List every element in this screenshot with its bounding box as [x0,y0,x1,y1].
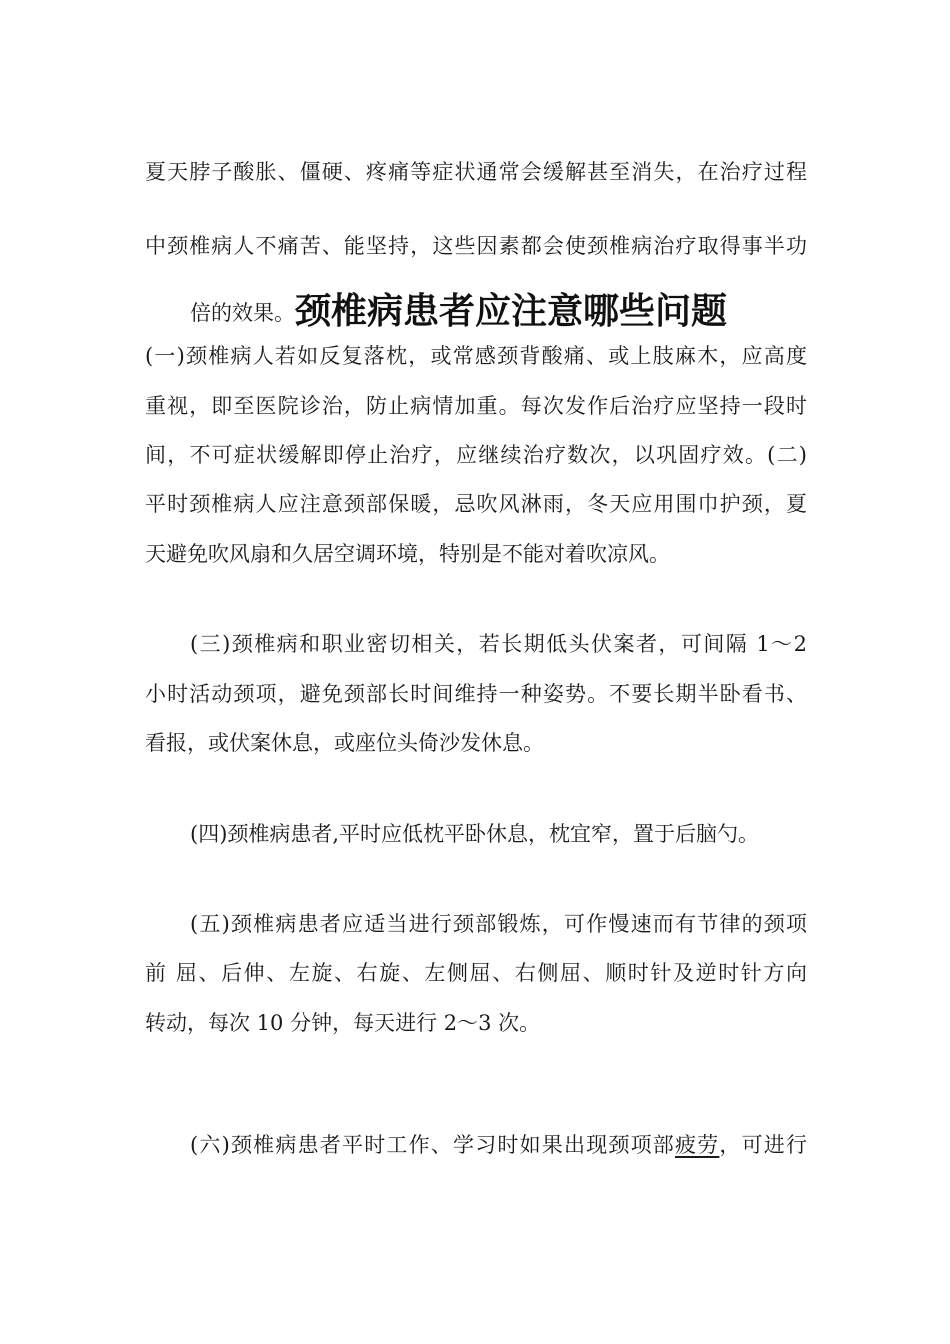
p3-line-2: 小时活动颈项，避免颈部长时间维持一种姿势。不要长期半卧看书、 [145,682,807,706]
intro-line-3-text: 倍的效果。 [190,301,295,325]
p4-line-1: (四)颈椎病患者,平时应低枕平卧休息，枕宜窄，置于后脑勺。 [190,822,760,846]
intro-line-3 [190,292,807,333]
p1-line-5: 天避免吹风扇和久居空调环境，特别是不能对着吹凉风。 [145,542,670,566]
p6-line-1 [190,1130,807,1160]
p6-underlined-term: 疲劳 [675,1133,720,1157]
p3-line-1: (三)颈椎病和职业密切相关，若长期低头伏案者，可间隔 1～2 [190,632,807,656]
p6-text-before: (六)颈椎病患者平时工作、学习时如果出现颈项部 [190,1133,675,1157]
p1-line-1: (一)颈椎病人若如反复落枕，或常感颈背酸痛、或上肢麻木，应高度 [145,344,807,368]
p3-line-3: 看报，或伏案休息，或座位头倚沙发休息。 [145,731,544,755]
p1-line-2: 重视，即至医院诊治，防止病情加重。每次发作后治疗应坚持一段时 [145,394,807,418]
p6-text-after: ，可进行 [719,1133,808,1157]
p5-line-2: 前 屈、后伸、左旋、右旋、左侧屈、右侧屈、顺时针及逆时针方向 [145,961,807,985]
p5-line-1: (五)颈椎病患者应适当进行颈部锻炼，可作慢速而有节律的颈项 [190,912,807,936]
intro-line-1: 夏天脖子酸胀、僵硬、疼痛等症状通常会缓解甚至消失，在治疗过程 [145,160,807,184]
p1-line-3: 间，不可症状缓解即停止治疗，应继续治疗数次，以巩固疗效。(二) [145,443,807,467]
p1-line-4: 平时颈椎病人应注意颈部保暖，忌吹风淋雨，冬天应用围巾护颈，夏 [145,492,807,516]
section-heading: 颈椎病患者应注意哪些问题 [295,291,728,332]
p5-line-3: 转动，每次 10 分钟，每天进行 2～3 次。 [145,1011,541,1035]
intro-line-2: 中颈椎病人不痛苦、能坚持，这些因素都会使颈椎病治疗取得事半功 [145,234,807,258]
